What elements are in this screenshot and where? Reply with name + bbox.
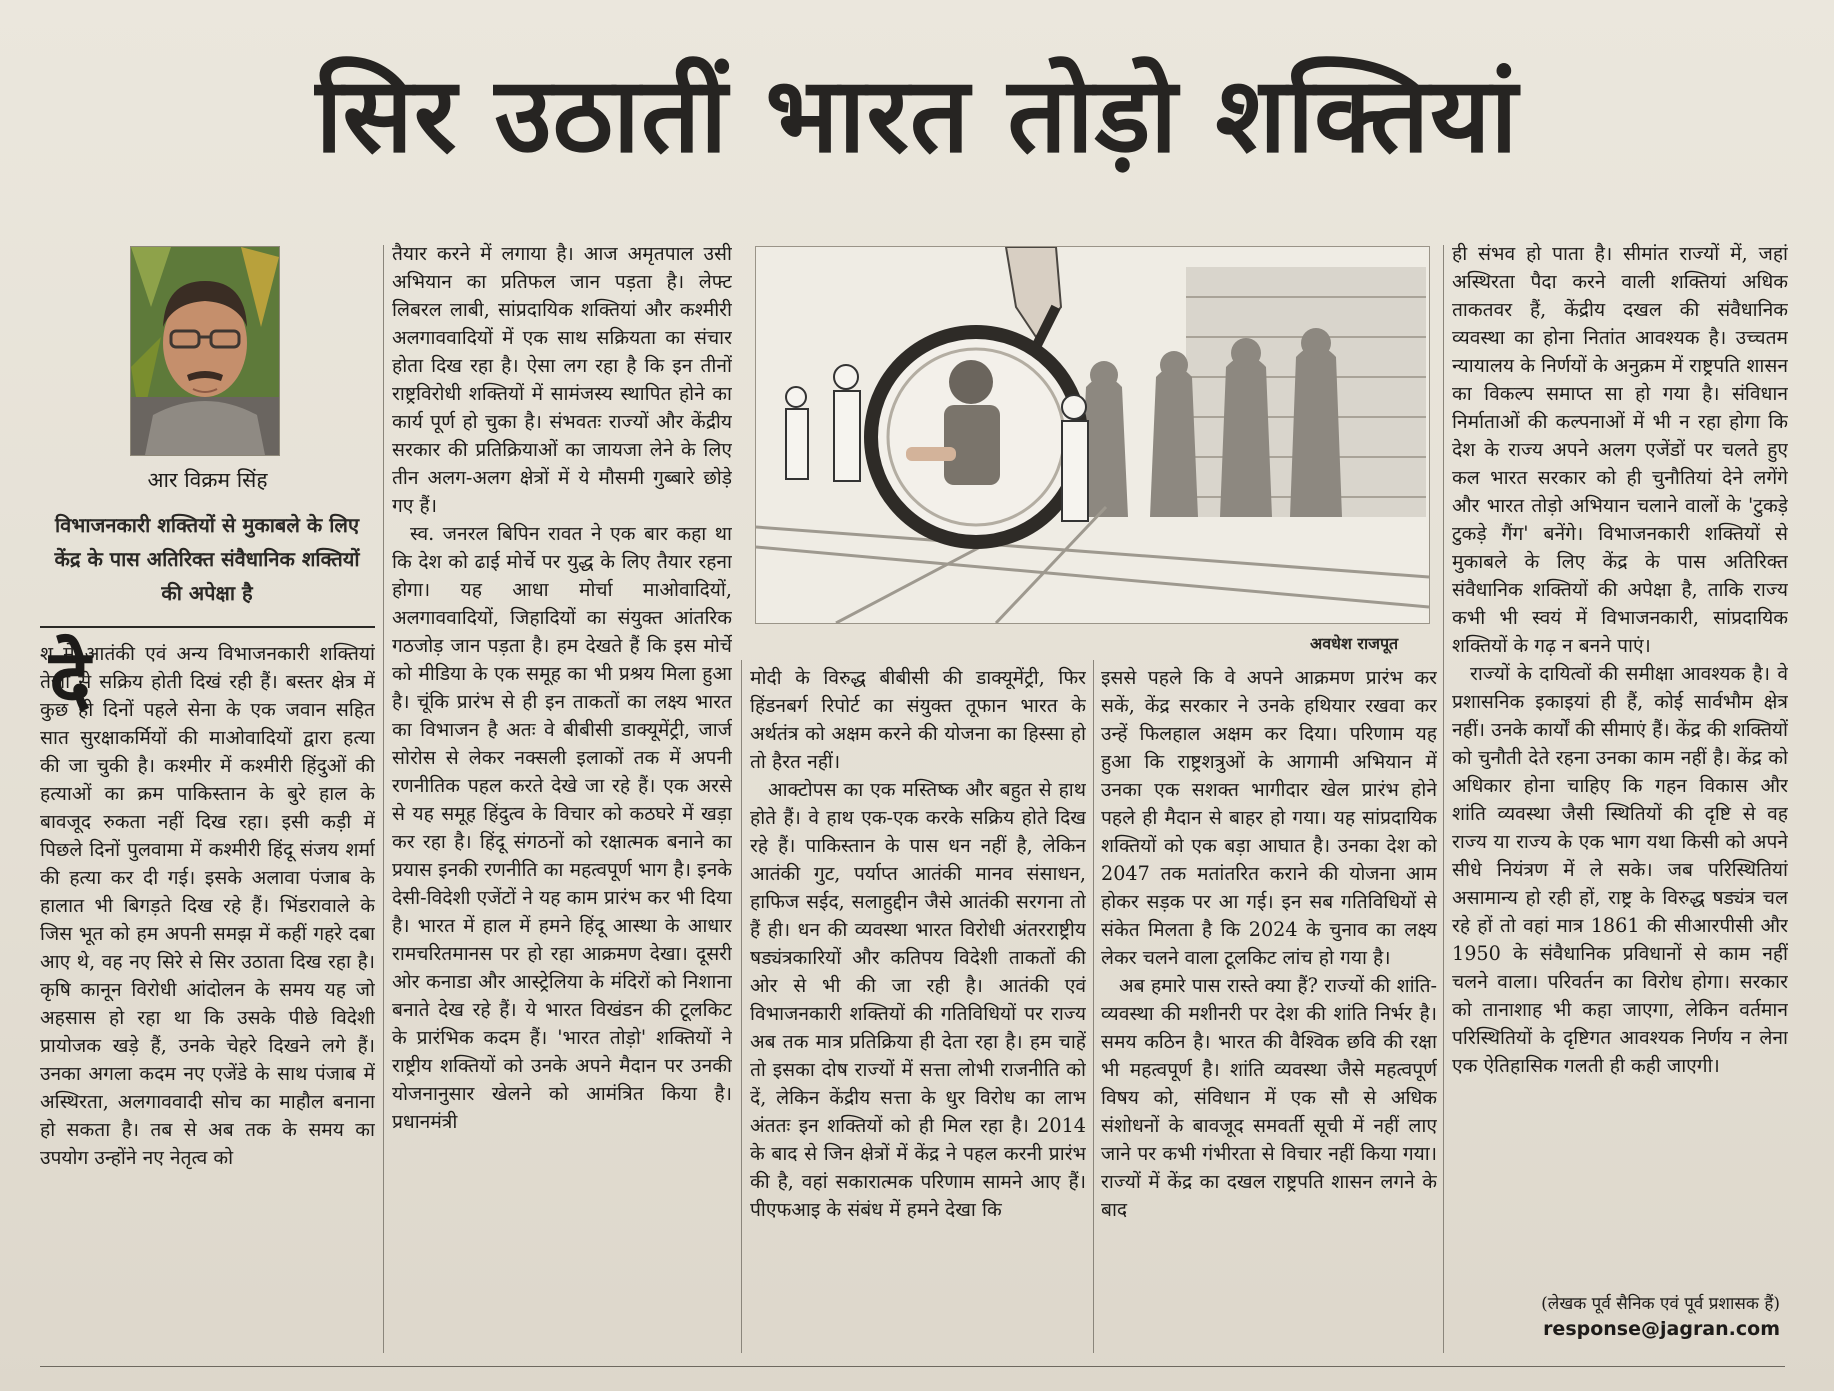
body-paragraph: स्व. जनरल बिपिन रावत ने एक बार कहा था कि देश को ढाई मोर्चे पर युद्ध के लिए तैयार रहना होगा। यह आधा मोर्चा माओवादियों, अलगाववादियों, जिहादियों का संयुक्त आंतरिक गठजोड़ जान पड़ता है। हम देखते हैं कि इस मोर्चे को मीडिया के एक समूह का भी प्रश्रय मिला हुआ है। चूंकि प्रारंभ से ही इन ताकतों का लक्ष्य भारत का विभाजन है अतः वे बीबीसी डाक्यूमेंट्री, जार्ज सोरोस से लेकर नक्सली इलाकों तक में अपनी रणनीतिक पहल करते देखे जा रहे हैं। एक अरसे से यह समूह हिंदुत्व के विचार को कठघरे में खड़ा कर रहा है। हिंदू संगठनों को रक्षात्मक बनाने का प्रयास इनकी रणनीति का महत्वपूर्ण भाग है। इनके देसी-विदेशी एजेंटों ने यह काम प्रारंभ कर भी दिया है। भारत में हाल में हमने हिंदू आस्था के आधार रामचरितमानस पर हो रहा आक्रमण देखा। दूसरी ओर कनाडा और आस्ट्रेलिया के मंदिरों को निशाना बनाते देख रहे हैं। ये भारत विखंडन की टूलकिट के प्रारंभिक कदम हैं। 'भारत तोड़ो' शक्तियों ने राष्ट्रीय शक्तियों को उनके अपने मैदान पर उनकी योजनानुसार खेलने को आमंत्रित किया है। प्रधानमंत्री <box>392 522 732 1133</box>
column-4 <box>1101 664 1437 1364</box>
pull-quote: विभाजनकारी शक्तियों से मुकाबले के लिए केंद्र के पास अतिरिक्त संवैधानिक शक्तियों की अपेक्षा है <box>54 513 360 605</box>
illustration <box>755 246 1430 624</box>
author-portrait-icon <box>131 247 279 455</box>
body-paragraph: आक्टोपस का एक मस्तिष्क और बहुत से हाथ होते हैं। वे हाथ एक-एक करके सक्रिय होते दिख रहे हैं। पाकिस्तान के पास धन नहीं है, लेकिन आतंकी गुट, पर्याप्त आतंकी मानव संसाधन, हाफिज सईद, सलाहुद्दीन जैसे आतंकी सरगना तो हैं ही। धन की व्यवस्था भारत विरोधी अंतरराष्ट्रीय षड्यंत्रकारियों और कतिपय विदेशी ताकतों की ओर से भी की जा रही है। आतंकी एवं विभाजनकारी शक्तियों की गतिविधियों पर राज्य अब तक मात्र प्रतिक्रिया ही देता रहा है। हम चाहें तो इसका दोष राज्यों में सत्ता लोभी राजनीति को दें, लेकिन केंद्रीय सत्ता के धुर विरोध का लाभ अंततः इन शक्तियों को ही मिल रहा है। 2014 के बाद से जिन क्षेत्रों में केंद्र ने पहल करनी प्रारंभ की है, वहां सकारात्मक परिणाम सामने आए हैं। पीएफआइ के संबंध में हमने देखा कि <box>750 778 1086 1221</box>
magnifying-glass-illustration-icon <box>756 247 1429 623</box>
column-divider <box>1093 660 1094 1353</box>
body-paragraph: अब हमारे पास रास्ते क्या हैं? राज्यों की शांति-व्यवस्था की मशीनरी पर देश की शांति निर्भर है। समय कठिन है। भारत की वैश्विक छवि की रक्षा भी महत्वपूर्ण है। शांति व्यवस्था जैसे महत्वपूर्ण विषय को, संविधान में एक सौ से अधिक संशोधनों के बावजूद समवर्ती सूची में नहीं लाए जाने पर कभी गंभीरता से विचार नहीं किया गया। राज्यों में केंद्र का दखल राष्ट्रपति शासन लगने के बाद <box>1101 974 1437 1221</box>
body-paragraph: इससे पहले कि वे अपने आक्रमण प्रारंभ कर सकें, केंद्र सरकार ने उनके हथियार रखवा कर उन्हें फिलहाल अक्षम कर दिया। परिणाम यह हुआ कि राष्ट्रशत्रुओं के आगामी अभियान में उनका एक सशक्त भागीदार खेल प्रारंभ होने पहले ही मैदान से बाहर हो गया। यह सांप्रदायिक शक्तियों को एक बड़ा आघात है। उनका देश को 2047 तक मतांतरित कराने की योजना आम होकर सड़क पर आ गई। इन सब गतिविधियों से संकेत मिलता है कि 2024 के चुनाव का लक्ष्य लेकर चलने वाला टूलकिट लांच हो गया है। <box>1101 666 1437 969</box>
body-paragraph: ही संभव हो पाता है। सीमांत राज्यों में, जहां अस्थिरता पैदा करने वाली शक्तियां अधिक ताकतवर हैं, केंद्रीय दखल की संवैधानिक व्यवस्था का होना नितांत आवश्यक है। उच्चतम न्यायालय के निर्णयों के अनुक्रम में राष्ट्रपति शासन का विकल्प समाप्त सा हो गया है। संविधान निर्माताओं की कल्पनाओं में भी न रहा होगा कि देश के राज्य अपने अलग एजेंडों पर चलते हुए कल भारत सरकार को ही चुनौतियां देने लगेंगे और भारत तोड़ो अभियान चलाने वालों के 'टुकड़े टुकड़े गैंग' बनेंगे। विभाजनकारी शक्तियों से मुकाबले के लिए केंद्र के पास अतिरिक्त संवैधानिक शक्तियों की अपेक्षा है, ताकि राज्य कभी भी स्वयं में विभाजनकारी, सांप्रदायिक शक्तियों के गढ़ न बनने पाएं। <box>1452 242 1788 657</box>
bottom-rule <box>40 1366 1785 1367</box>
column-3 <box>750 664 1086 1364</box>
headline: सिर उठातीं भारत तोड़ो शक्तियां <box>315 54 1519 176</box>
body-paragraph: राज्यों के दायित्वों की समीक्षा आवश्यक है। वे प्रशासनिक इकाइयां ही हैं, कोई सार्वभौम क्षेत्र नहीं। उनके कार्यों की सीमाएं हैं। केंद्र की शक्तियों को चुनौती देते रहना उनका काम नहीं है। केंद्र को अधिकार होना चाहिए कि गहन विकास और शांति व्यवस्था जैसी स्थितियों की दृष्टि से वह राज्य या राज्य के एक भाग यथा किसी को अपने सीधे नियंत्रण में ले सके। जब परिस्थितियां असामान्य हो रही हों, राष्ट्र के विरुद्ध षड्यंत्र चल रहे हों तो वहां मात्र 1861 की सीआरपीसी और 1950 के संवैधानिक प्रविधानों से काम नहीं चलने वाला। परिवर्तन का विरोध होगा। सरकार को तानाशाह भी कहा जाएगा, लेकिन वर्तमान परिस्थितियों के दृष्टिगत आवश्यक निर्णय न लेना एक ऐतिहासिक गलती ही कही जाएगी। <box>1452 662 1788 1077</box>
body-paragraph: श में आतंकी एवं अन्य विभाजनकारी शक्तियां तेजी से सक्रिय होती दिखं रही हैं। बस्तर क्षेत्र में कुछ ही दिनों पहले सेना के एक जवान सहित सात सुरक्षाकर्मियों की माओवादियों द्वारा हत्या की जा चुकी है। कश्मीर में कश्मीरी हिंदुओं की हत्याओं का क्रम पाकिस्तान के बुरे हाल के बावजूद रुकता नहीं दिख रहा। इसी कड़ी में पिछले दिनों पुलवामा में कश्मीरी हिंदू संजय शर्मा की हत्या कर दी गई। इसके अलावा पंजाब के हालात भी बिगड़ते दिख रहे हैं। भिंडरावाले के जिस भूत को हम अपनी समझ में कहीं गहरे दबा आए थे, वह नए सिरे से सिर उठाता दिख रहा है। कृषि कानून विरोधी आंदोलन के समय यह जो अहसास हो रहा था कि उसके पीछे विदेशी प्रायोजक खड़े हैं, उनके चेहरे दिखने लगे हैं। उनका अगला कदम नए एजेंडे के साथ पंजाब में अस्थिरता, अलगाववादी सोच का माहौल बनाना हो सकता है। तब से अब तक के समय का उपयोग उन्होंने नए नेतृत्व को <box>40 642 375 1169</box>
author-photo <box>130 246 280 456</box>
column-divider <box>383 245 384 1353</box>
body-paragraph: तैयार करने में लगाया है। आज अमृतपाल उसी अभियान का प्रतिफल जान पड़ता है। लेफ्ट लिबरल लाबी, सांप्रदायिक शक्तियां और कश्मीरी अलगाववादियों में एक साथ सक्रियता का संचार होता दिख रहा है। ऐसा लग रहा है कि इन तीनों राष्ट्रविरोधी शक्तियों में सामंजस्य स्थापित होने का कार्य पूर्ण हो चुका है। संभवतः राज्यों और केंद्रीय सरकार की प्रतिक्रियाओं का जायजा लेने के लिए तीन अलग-अलग क्षेत्रों में ये मौसमी गुब्बारे छोड़े गए हैं। <box>392 242 732 517</box>
column-2 <box>392 240 732 1360</box>
body-paragraph: मोदी के विरुद्ध बीबीसी की डाक्यूमेंट्री, फिर हिंडनबर्ग रिपोर्ट का संयुक्त तूफान भारत के अर्थतंत्र को अक्षम करने की योजना का हिस्सा हो तो हैरत नहीं। <box>750 666 1086 773</box>
column-divider <box>1443 245 1444 1353</box>
illustration-credit: अवधेश राजपूत <box>1310 634 1399 653</box>
author-name: आर विक्रम सिंह <box>147 468 268 492</box>
response-email[interactable]: response@jagran.com <box>1543 1318 1780 1340</box>
drop-cap: दे <box>49 633 91 724</box>
author-note: (लेखक पूर्व सैनिक एवं पूर्व प्रशासक हैं) <box>1541 1294 1780 1314</box>
column-1 <box>40 640 375 1360</box>
column-5 <box>1452 240 1788 1286</box>
column-divider <box>741 660 742 1353</box>
byline-rule <box>40 626 375 628</box>
